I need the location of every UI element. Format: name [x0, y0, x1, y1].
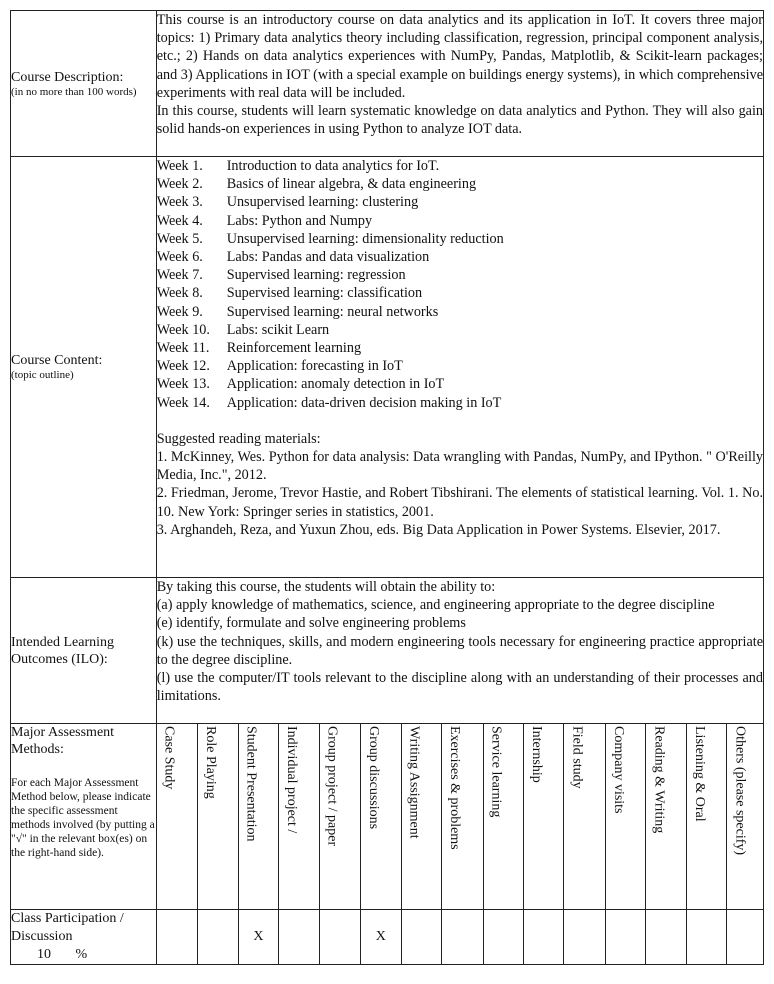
course-content-sublabel: (topic outline): [11, 369, 74, 381]
week-topic: Reinforcement learning: [226, 340, 362, 357]
week-topic: Unsupervised learning: clustering: [226, 194, 419, 211]
assessment-method-header: [727, 724, 764, 910]
week-item: [157, 157, 763, 175]
week-topic: Application: data-driven decision making in IoT: [226, 394, 502, 411]
assessment-mark-cell[interactable]: [483, 910, 523, 965]
assessment-method-header: [483, 724, 523, 910]
course-description-label-cell: [11, 11, 157, 157]
week-topic: Introduction to data analytics for IoT.: [226, 158, 440, 174]
week-number: Week 3.: [156, 194, 203, 211]
class-participation-label: Class Participation / Discussion: [11, 911, 124, 944]
assessment-mark-cell[interactable]: [686, 910, 726, 965]
week-topic: Labs: scikit Learn: [226, 321, 330, 338]
week-topic: Application: anomaly detection in IoT: [226, 376, 445, 393]
ilo-item: (k) use the techniques, skills, and modern engineering tools necessary for engineering practice appropriate to the degree discipline.: [156, 633, 763, 668]
assessment-mark-cell[interactable]: [564, 910, 605, 965]
course-content-label: Course Content:: [11, 353, 103, 368]
assessment-method-header: [156, 724, 197, 910]
week-number: Week 6.: [156, 249, 203, 266]
assessment-method-header: [686, 724, 726, 910]
course-description-row: [11, 11, 764, 157]
assessment-mark-cell[interactable]: X: [361, 910, 401, 965]
week-number: Week 8.: [156, 285, 203, 302]
week-number: Week 14.: [156, 394, 210, 411]
assessment-method-label: Listening & Oral: [691, 726, 707, 822]
course-description-label: Course Description:: [11, 69, 124, 85]
week-topic: Supervised learning: regression: [226, 267, 406, 284]
week-topic: Supervised learning: classification: [226, 285, 423, 302]
assessment-method-header: [361, 724, 401, 910]
assessment-mark-cell[interactable]: [279, 910, 319, 965]
week-item: [157, 303, 763, 321]
assessment-label-cell: [11, 724, 157, 910]
course-content-label-cell: [11, 157, 157, 578]
week-item: [157, 230, 763, 248]
week-item: [157, 321, 763, 339]
week-topic: Basics of linear algebra, & data engineering: [226, 176, 477, 193]
week-topic: Supervised learning: neural networks: [226, 303, 439, 320]
assessment-label: Major Assessment Methods:: [11, 725, 115, 757]
class-participation-percent: [11, 946, 156, 964]
week-item: [157, 375, 763, 393]
week-number: Week 10.: [156, 321, 210, 338]
assessment-mark-cell[interactable]: [646, 910, 686, 965]
assessment-method-header: [605, 724, 645, 910]
assessment-method-label: Case Study: [161, 726, 177, 790]
assessment-method-label: Role Playing: [203, 726, 219, 799]
week-list: [157, 157, 763, 412]
week-item: [157, 357, 763, 375]
ilo-item: (a) apply knowledge of mathematics, science, and engineering appropriate to the degree discipline: [156, 597, 715, 614]
assessment-mark-cell[interactable]: [442, 910, 483, 965]
course-content-row: [11, 157, 764, 578]
assessment-method-label: Field study: [569, 726, 585, 789]
ilo-item: (l) use the computer/IT tools relevant to the discipline along with an understanding of their processes and limitations.: [156, 670, 763, 705]
week-number: Week 7.: [156, 267, 203, 284]
week-number: Week 1.: [156, 158, 203, 174]
assessment-method-label: Group project / paper: [324, 726, 340, 847]
assessment-method-header: [238, 724, 278, 910]
assessment-method-label: Reading & Writing: [651, 726, 667, 834]
assessment-mark-cell[interactable]: [401, 910, 441, 965]
assessment-method-label: Service learning: [488, 726, 504, 818]
assessment-mark-cell[interactable]: [523, 910, 563, 965]
reading-item: 3. Arghandeh, Reza, and Yuxun Zhou, eds. Big Data Application in Power Systems. Elsevier, 2017.: [156, 521, 721, 538]
week-number: Week 4.: [156, 212, 203, 229]
percent-sign: %: [75, 947, 88, 962]
class-participation-row: [11, 910, 764, 965]
assessment-method-header: [401, 724, 441, 910]
week-number: Week 13.: [156, 376, 210, 393]
percent-value: 10: [37, 947, 51, 962]
week-item: [157, 175, 763, 193]
description-paragraph: In this course, students will learn systematic knowledge on data analytics and Python. They will also gain solid hands-on experiences in using Python to analyze IOT data.: [156, 103, 763, 138]
course-description-content: [156, 11, 763, 157]
assessment-mark-cell[interactable]: [319, 910, 360, 965]
week-item: [157, 394, 763, 412]
reading-item: 1. McKinney, Wes. Python for data analysis: Data wrangling with Pandas, NumPy, and IPython. " O'Reilly Media, Inc.", 2012.: [156, 449, 763, 484]
assessment-method-header: [646, 724, 686, 910]
assessment-method-header: [564, 724, 605, 910]
reading-item: 2. Friedman, Jerome, Trevor Hastie, and Robert Tibshirani. The elements of statistical learning. Vol. 1. No. 10. New York: Springer series in statistics, 2001.: [156, 485, 763, 520]
course-content-cell: [156, 157, 763, 578]
assessment-method-header: [523, 724, 563, 910]
week-item: [157, 248, 763, 266]
week-item: [157, 284, 763, 302]
assessment-method-label: Company visits: [610, 726, 626, 814]
ilo-row: [11, 578, 764, 724]
week-item: [157, 339, 763, 357]
class-participation-label-cell: [11, 910, 157, 965]
assessment-mark-cell[interactable]: [198, 910, 238, 965]
assessment-method-label: Writing Assignment: [406, 726, 422, 839]
week-topic: Labs: Python and Numpy: [226, 212, 373, 229]
ilo-item: (e) identify, formulate and solve engineering problems: [156, 615, 466, 632]
assessment-method-label: Student Presentation: [243, 726, 259, 842]
week-item: [157, 193, 763, 211]
assessment-mark-cell[interactable]: [156, 910, 197, 965]
course-description-sublabel: (in no more than 100 words): [11, 85, 137, 98]
assessment-method-header: [198, 724, 238, 910]
assessment-method-label: Individual project /: [284, 726, 300, 834]
assessment-header-row: [11, 724, 764, 910]
week-topic: Unsupervised learning: dimensionality reduction: [226, 230, 504, 247]
week-topic: Labs: Pandas and data visualization: [226, 249, 430, 266]
week-topic: Application: forecasting in IoT: [226, 358, 403, 375]
week-number: Week 5.: [156, 230, 203, 247]
week-number: Week 9.: [156, 303, 203, 320]
assessment-method-label: Exercises & problems: [447, 726, 463, 850]
ilo-label-cell: [11, 578, 157, 724]
assessment-method-label: Others (please specify): [732, 726, 748, 856]
assessment-mark-cell[interactable]: [727, 910, 764, 965]
week-number: Week 11.: [156, 340, 210, 357]
assessment-method-header: [279, 724, 319, 910]
week-number: Week 2.: [156, 176, 203, 193]
week-item: [157, 266, 763, 284]
ilo-content: [156, 578, 763, 724]
assessment-note: For each Major Assessment Method below, please indicate the specific assessment methods involved (by putting a "√" in the relevant box(es) on the right-hand side).: [11, 777, 155, 859]
course-outline-table: [10, 10, 764, 965]
assessment-method-label: Internship: [528, 726, 544, 783]
week-number: Week 12.: [156, 358, 210, 375]
assessment-method-header: [319, 724, 360, 910]
reading-heading: Suggested reading materials:: [156, 430, 321, 447]
week-item: [157, 212, 763, 230]
assessment-method-label: Group discussions: [366, 726, 382, 830]
description-paragraph: This course is an introductory course on data analytics and its application in IoT. It covers three major topics: 1) Primary data analytics theory including classification, regression, principal component analysis, etc.; 2) Hands on data analytics experiences with NumPy, Pandas, Matplotlib, & Scikit-learn packages; and 3) Applications in IOT (with a special example on buildings energy systems), in which comprehensive experiments with real data will be included.: [156, 12, 763, 101]
ilo-intro: By taking this course, the students will obtain the ability to:: [156, 579, 496, 595]
assessment-mark-cell[interactable]: X: [238, 910, 278, 965]
assessment-method-header: [442, 724, 483, 910]
assessment-mark-cell[interactable]: [605, 910, 645, 965]
ilo-label: Intended Learning Outcomes (ILO):: [11, 634, 115, 667]
